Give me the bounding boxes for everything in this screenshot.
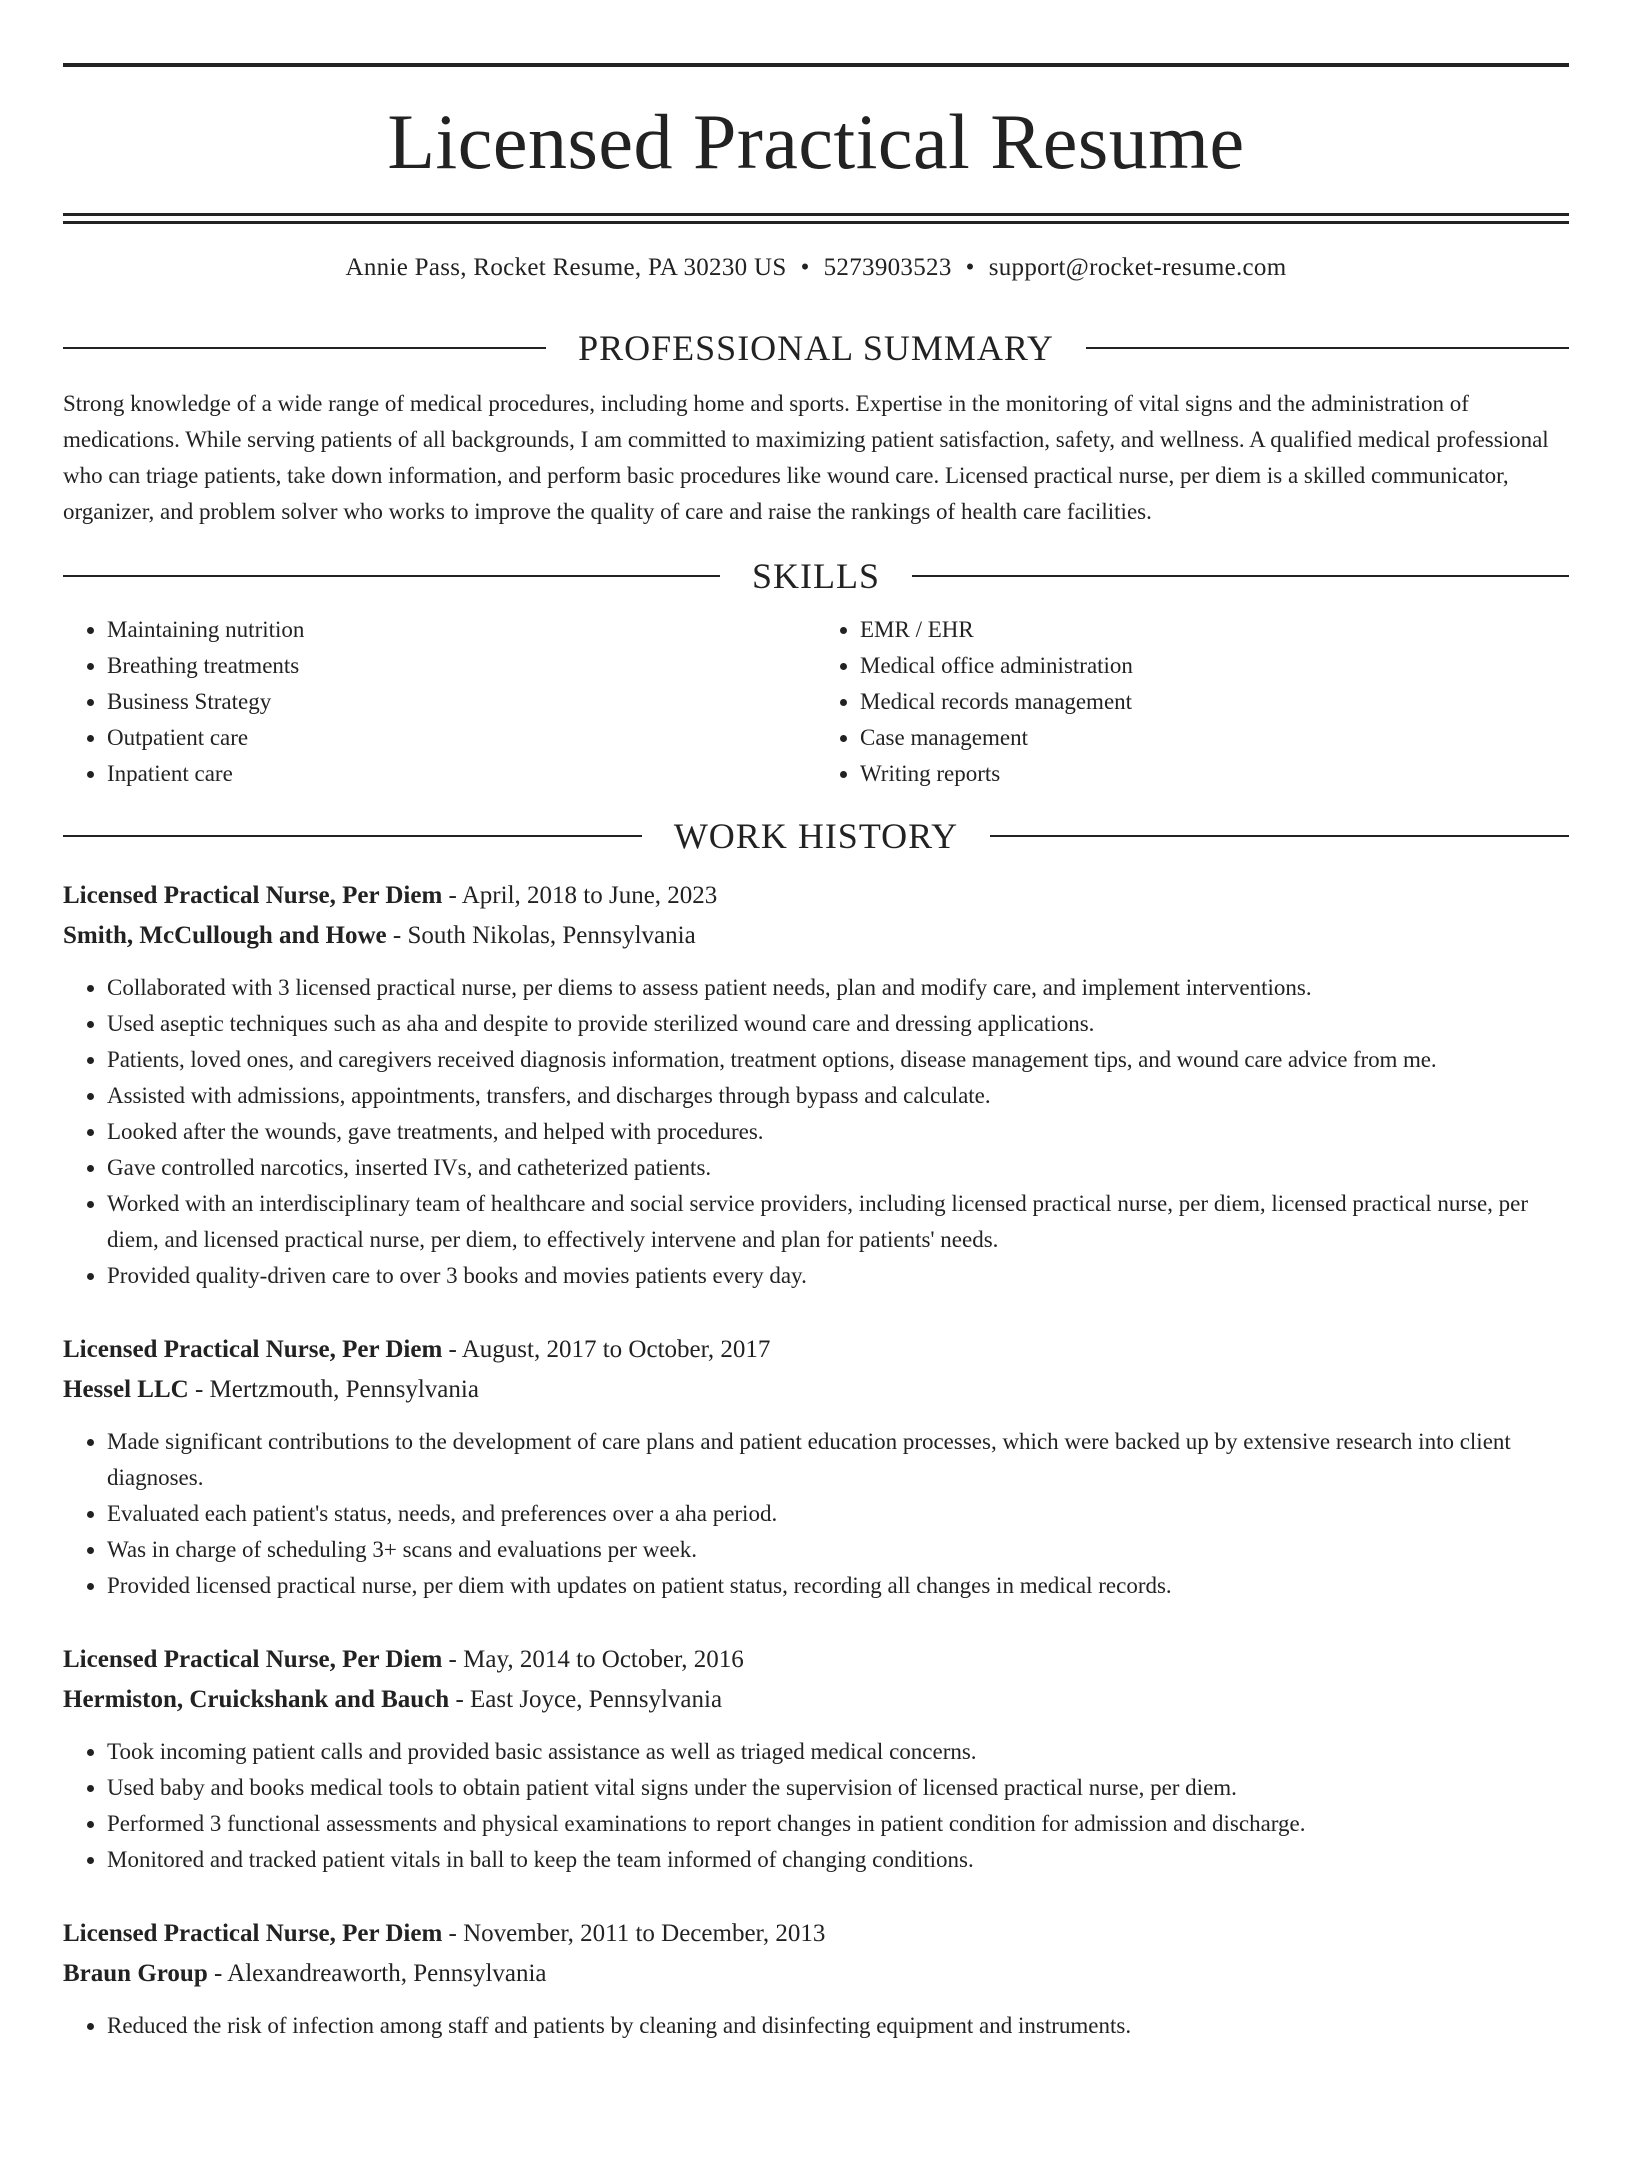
skills-column-right: [816, 612, 1569, 792]
job-entry: [63, 1914, 1569, 2044]
job-company: Smith, McCullough and Howe: [63, 922, 387, 949]
job-bullet: • Reduced the risk of infection among staff and patients by cleaning and disinfecting equipment and instruments.: [107, 2008, 1569, 2044]
job-company-line: [63, 916, 1569, 956]
heading-rule: [990, 835, 1569, 837]
job-bullet: • Patients, loved ones, and caregivers received diagnosis information, treatment options, disease management tips, and wound care advice from me.: [107, 1042, 1569, 1078]
skill-item: • Maintaining nutrition: [107, 612, 816, 648]
job-company: Hermiston, Cruickshank and Bauch: [63, 1686, 450, 1713]
job-bullet: • Evaluated each patient's status, needs, and preferences over a aha period.: [107, 1496, 1569, 1532]
summary-text: Strong knowledge of a wide range of medical procedures, including home and sports. Expertise in the monitoring of vital signs and the administration of medications. While serving patients of all backgrounds, I am committed to maximizing patient satisfaction, safety, and wellness. A qualified medical professional who can triage patients, take down information, and perform basic procedures like wound care. Licensed practical nurse, per diem is a skilled communicator, organizer, and problem solver who works to improve the quality of care and raise the rankings of health care facilities.: [63, 391, 1549, 524]
job-location: - South Nikolas, Pennsylvania: [386, 922, 696, 949]
skill-item: • Inpatient care: [107, 756, 816, 792]
heading-rule: [1086, 347, 1569, 349]
skill-item: • EMR / EHR: [860, 612, 1569, 648]
skills-heading-text: SKILLS: [752, 556, 881, 596]
skill-item: • Case management: [860, 720, 1569, 756]
skills-column-left: [63, 612, 816, 792]
contact-phone: 5273903523: [823, 254, 952, 281]
job-title: Licensed Practical Nurse, Per Diem: [63, 882, 443, 909]
job-bullets: [63, 1734, 1569, 1878]
job-title-line: [63, 876, 1569, 916]
job-dates: - August, 2017 to October, 2017: [442, 1336, 771, 1363]
job-bullets: [63, 1424, 1569, 1604]
job-company-line: [63, 1680, 1569, 1720]
job-bullet: • Provided licensed practical nurse, per diem with updates on patient status, recording all changes in medical records.: [107, 1568, 1569, 1604]
job-bullet: • Used aseptic techniques such as aha and despite to provide sterilized wound care and dressing applications.: [107, 1006, 1569, 1042]
contact-separator: •: [965, 254, 975, 281]
contact-email: support@rocket-resume.com: [988, 254, 1287, 281]
job-bullets: [63, 970, 1569, 1294]
job-dates: - November, 2011 to December, 2013: [442, 1920, 826, 1947]
job-bullet: • Gave controlled narcotics, inserted IVs, and catheterized patients.: [107, 1150, 1569, 1186]
resume-title: Licensed Practical Resume: [387, 98, 1245, 185]
job-location: - Mertzmouth, Pennsylvania: [188, 1376, 479, 1403]
contact-address: Annie Pass, Rocket Resume, PA 30230 US: [345, 254, 787, 281]
job-location: - East Joyce, Pennsylvania: [449, 1686, 723, 1713]
job-bullet: • Looked after the wounds, gave treatments, and helped with procedures.: [107, 1114, 1569, 1150]
heading-rule: [63, 575, 720, 577]
job-company-line: [63, 1370, 1569, 1410]
job-bullet: • Worked with an interdisciplinary team of healthcare and social service providers, including licensed practical nurse, per diem, licensed practical nurse, per diem, and licensed practical nurse, per diem, to effectively intervene and plan for patients' needs.: [107, 1186, 1569, 1258]
heading-rule: [912, 575, 1569, 577]
job-dates: - April, 2018 to June, 2023: [442, 882, 718, 909]
skill-item: • Outpatient care: [107, 720, 816, 756]
job-bullets: [63, 2008, 1569, 2044]
job-bullet: • Made significant contributions to the development of care plans and patient education processes, which were backed up by extensive research into client diagnoses.: [107, 1424, 1569, 1496]
job-company: Hessel LLC: [63, 1376, 189, 1403]
double-rule: [63, 213, 1569, 224]
job-bullet: • Provided quality-driven care to over 3 books and movies patients every day.: [107, 1258, 1569, 1294]
skill-item: • Writing reports: [860, 756, 1569, 792]
job-title: Licensed Practical Nurse, Per Diem: [63, 1336, 443, 1363]
job-dates: - May, 2014 to October, 2016: [442, 1646, 744, 1673]
work-heading: [63, 818, 1569, 854]
job-company: Braun Group: [63, 1960, 208, 1987]
job-title: Licensed Practical Nurse, Per Diem: [63, 1920, 443, 1947]
resume-page: [0, 63, 1632, 2175]
job-title: Licensed Practical Nurse, Per Diem: [63, 1646, 443, 1673]
summary-heading-text: PROFESSIONAL SUMMARY: [578, 328, 1054, 368]
job-bullet: • Used baby and books medical tools to obtain patient vital signs under the supervision of licensed practical nurse, per diem.: [107, 1770, 1569, 1806]
skills-heading: [63, 558, 1569, 594]
heading-rule: [63, 347, 546, 349]
job-bullet: • Took incoming patient calls and provided basic assistance as well as triaged medical concerns.: [107, 1734, 1569, 1770]
job-title-line: [63, 1330, 1569, 1370]
skill-item: • Breathing treatments: [107, 648, 816, 684]
job-entry: [63, 876, 1569, 1294]
job-company-line: [63, 1954, 1569, 1994]
job-title-line: [63, 1640, 1569, 1680]
heading-rule: [63, 835, 642, 837]
job-bullet: • Was in charge of scheduling 3+ scans and evaluations per week.: [107, 1532, 1569, 1568]
summary-heading: [63, 330, 1569, 366]
job-bullet: • Monitored and tracked patient vitals in ball to keep the team informed of changing conditions.: [107, 1842, 1569, 1878]
skill-item: • Medical office administration: [860, 648, 1569, 684]
skill-item: • Business Strategy: [107, 684, 816, 720]
top-rule: [63, 63, 1569, 67]
skill-item: • Medical records management: [860, 684, 1569, 720]
work-heading-text: WORK HISTORY: [673, 816, 959, 856]
job-entry: [63, 1640, 1569, 1878]
job-bullet: • Assisted with admissions, appointments, transfers, and discharges through bypass and calculate.: [107, 1078, 1569, 1114]
skills-list: [63, 612, 1569, 792]
job-location: - Alexandreaworth, Pennsylvania: [207, 1960, 547, 1987]
job-bullet: • Collaborated with 3 licensed practical nurse, per diems to assess patient needs, plan and modify care, and implement interventions.: [107, 970, 1569, 1006]
contact-separator: •: [800, 254, 810, 281]
job-title-line: [63, 1914, 1569, 1954]
contact-line: [63, 254, 1569, 282]
job-bullet: • Performed 3 functional assessments and physical examinations to report changes in patient condition for admission and discharge.: [107, 1806, 1569, 1842]
job-entry: [63, 1330, 1569, 1604]
